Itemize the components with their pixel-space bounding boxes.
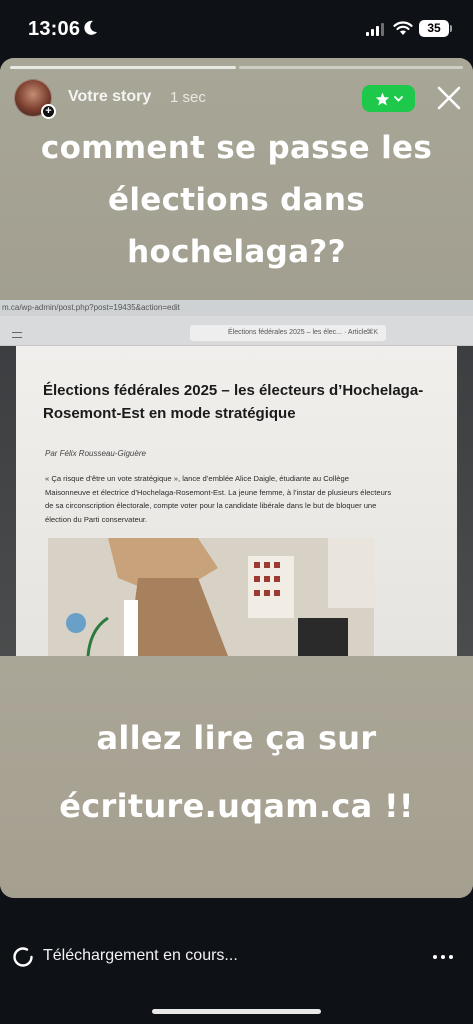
story-owner-name[interactable]: Votre story [68,88,152,105]
status-bar [0,0,473,58]
caption-line: allez lire ça sur [96,719,377,757]
story-caption-top [0,122,473,278]
add-story-icon[interactable]: + [41,104,56,119]
upload-status-text: Téléchargement en cours... [43,947,238,964]
home-indicator[interactable] [152,1009,321,1014]
story-photo [0,300,473,656]
menu-icon [12,332,22,338]
wifi-icon [393,21,413,36]
story-card[interactable] [0,58,473,898]
upload-spinner-icon [12,946,34,968]
article-author: Par Félix Rousseau-Giguère [45,449,146,458]
dot-icon [441,955,445,959]
article-title: Élections fédérales 2025 – les électeurs d’Hochelaga-Rosemont-Est en mode stratégique [43,382,424,422]
article-image [48,538,374,656]
battery-icon: 35 [419,20,449,37]
keyboard-shortcut: ⌘K [366,329,378,336]
editor-document-type: · Article [343,329,368,336]
story-progress-segment [10,66,236,69]
close-friends-badge[interactable] [362,85,415,112]
caption-line: écriture.uqam.ca !! [59,787,414,825]
story-caption-bottom [0,704,473,840]
signal-icon [366,23,384,36]
browser-url: m.ca/wp-admin/post.php?post=19435&action=edit [0,300,473,316]
chevron-down-icon [394,96,403,102]
dot-icon [433,955,437,959]
dot-icon [449,955,453,959]
clock-time: 13:06 [28,18,81,40]
caption-line: comment se passe les [40,130,433,166]
editor-title-pill [190,325,386,341]
story-timestamp: 1 sec [170,89,206,106]
story-progress-segment [239,66,463,69]
editor-document-title: Élections fédérales 2025 – les élec... [228,329,343,336]
more-options-button[interactable] [433,947,455,967]
star-icon [375,92,390,106]
moon-icon [84,20,98,36]
close-icon[interactable] [435,84,463,112]
article-paragraph: « Ça risque d’être un vote stratégique », lance d’emblée Alice Daigle, étudiante au Collège Maisonneuve et électrice d’Hochelaga-Rosemont-Est. La jeune femme, à l’instar de plusieurs électeurs de sa circonscription électorale, compte voter pour la candidate libérale dans le but de bloquer une élection du Parti conservateur. [45,474,392,524]
caption-line: hochelaga?? [127,234,346,270]
caption-line: élections dans [108,182,365,218]
